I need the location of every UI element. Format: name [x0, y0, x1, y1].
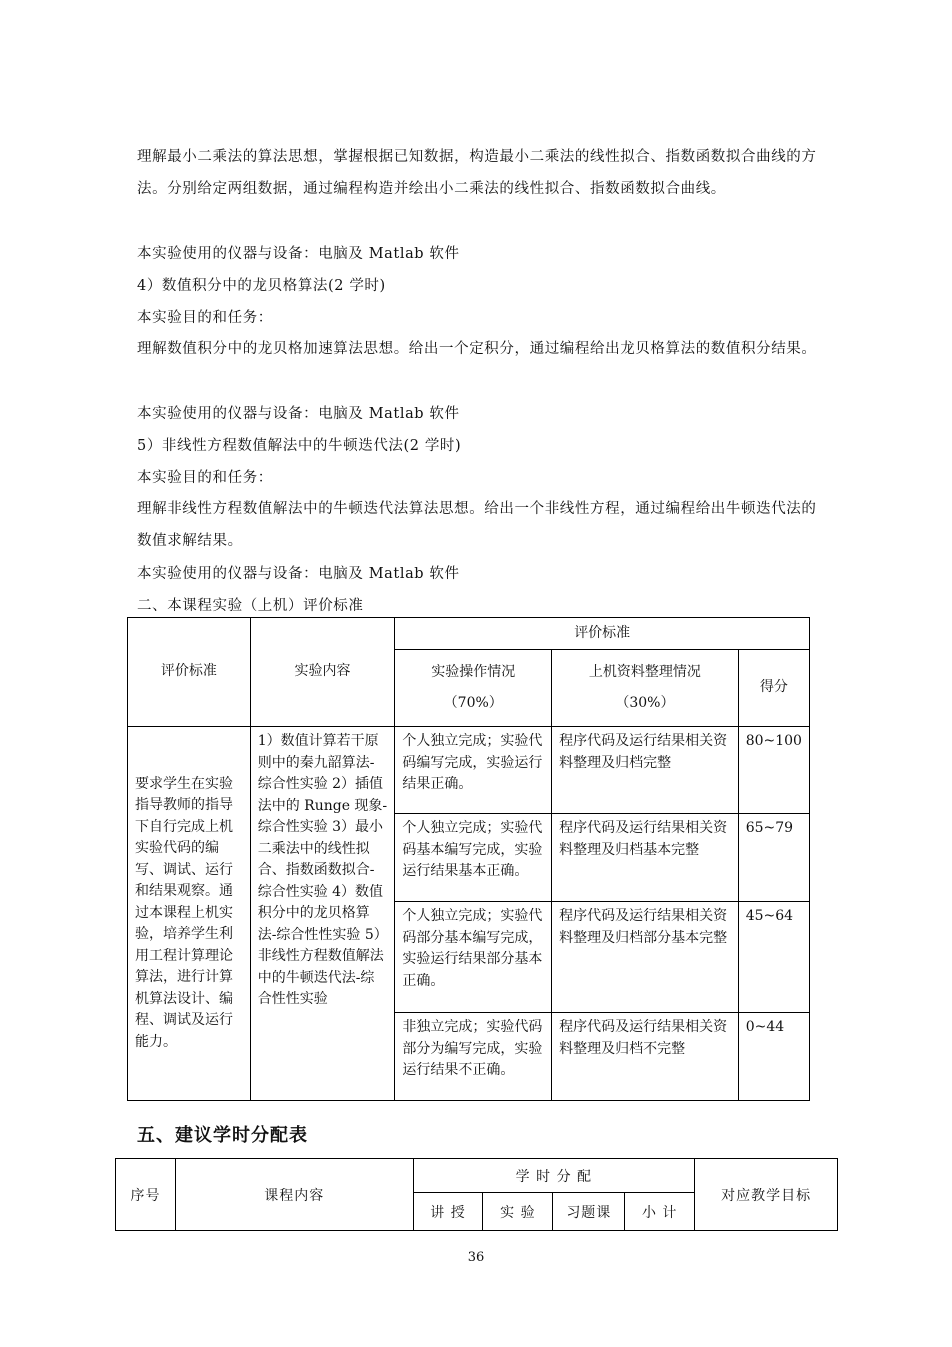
content-cell: 1）数值计算若干原则中的秦九韶算法-综合性实验 2）插值法中的 Runge 现象-综合性实验 3）最小二乘法中的线性拟合、指数函数拟合-综合性实验 4）数值积分中的龙贝格算法-综合性性实验 5）非线性方程数值解法中的牛顿迭代法-综合性性实验	[250, 727, 395, 1101]
docs-cell: 程序代码及运行结果相关资料整理及归档不完整	[552, 1013, 739, 1101]
page-number: 36	[467, 1250, 485, 1265]
header-subtotal: 小 计	[625, 1193, 695, 1231]
criteria-cell: 要求学生在实验指导教师的指导下自行完成上机实验代码的编写、调试、运行和结果观察。通过本课程上机实验，培养学生利用工程计算理论算法，进行计算机算法设计、编程、调试及运行能力。	[128, 727, 251, 1101]
header-exercise: 习题课	[553, 1193, 625, 1231]
header-group: 评价标准	[395, 618, 810, 650]
header-course-content: 课程内容	[175, 1159, 413, 1231]
equipment-line-1: 本实验使用的仪器与设备：电脑及 Matlab 软件	[137, 246, 460, 262]
header-teaching-goal: 对应教学目标	[695, 1159, 838, 1231]
header-lab: 实 验	[483, 1193, 553, 1231]
header-no: 序号	[116, 1159, 176, 1231]
operation-cell: 个人独立完成；实验代码基本编写完成，实验运行结果基本正确。	[395, 814, 552, 902]
paragraph-romberg: 理解数值积分中的龙贝格加速算法思想。给出一个定积分，通过编程给出龙贝格算法的数值积分结果。	[137, 341, 817, 357]
docs-cell: 程序代码及运行结果相关资料整理及归档部分基本完整	[552, 902, 739, 1013]
hours-allocation-table	[115, 1158, 838, 1231]
section-5-title: 五、建议学时分配表	[137, 1125, 308, 1146]
experiment-4-title: 4）数值积分中的龙贝格算法(2 学时)	[137, 278, 386, 294]
table-row	[128, 727, 810, 814]
goal-label-4: 本实验目的和任务：	[137, 310, 273, 326]
section-2-title: 二、本课程实验（上机）评价标准	[137, 598, 364, 614]
header-score: 得分	[738, 650, 809, 727]
docs-cell: 程序代码及运行结果相关资料整理及归档完整	[552, 727, 739, 814]
score-cell: 65~79	[738, 814, 809, 902]
header-docs-pct: （30%）	[615, 695, 675, 711]
header-operation	[395, 650, 552, 727]
score-cell: 45~64	[738, 902, 809, 1013]
experiment-5-title: 5）非线性方程数值解法中的牛顿迭代法(2 学时)	[137, 438, 462, 454]
score-cell: 0~44	[738, 1013, 809, 1101]
equipment-line-4: 本实验使用的仪器与设备：电脑及 Matlab 软件	[137, 406, 460, 422]
operation-cell: 非独立完成；实验代码部分为编写完成，实验运行结果不正确。	[395, 1013, 552, 1101]
evaluation-table	[127, 617, 810, 1101]
equipment-line-5: 本实验使用的仪器与设备：电脑及 Matlab 软件	[137, 566, 460, 582]
header-docs-label: 上机资料整理情况	[588, 663, 701, 680]
operation-cell: 个人独立完成；实验代码部分基本编写完成，实验运行结果部分基本正确。	[395, 902, 552, 1013]
header-operation-label: 实验操作情况	[431, 663, 516, 680]
paragraph-newton: 理解非线性方程数值解法中的牛顿迭代法算法思想。给出一个非线性方程，通过编程给出牛顿迭代法的数值求解结果。	[137, 501, 817, 549]
header-docs	[552, 650, 739, 727]
header-hours: 学 时 分 配	[413, 1159, 695, 1193]
goal-label-5: 本实验目的和任务：	[137, 470, 273, 486]
score-cell: 80~100	[738, 727, 809, 814]
docs-cell: 程序代码及运行结果相关资料整理及归档基本完整	[552, 814, 739, 902]
header-criteria: 评价标准	[128, 618, 251, 727]
header-content: 实验内容	[250, 618, 395, 727]
paragraph-least-squares: 理解最小二乘法的算法思想，掌握根据已知数据，构造最小二乘法的线性拟合、指数函数拟合曲线的方法。分别给定两组数据，通过编程构造并绘出小二乘法的线性拟合、指数函数拟合曲线。	[137, 149, 817, 197]
header-operation-pct: （70%）	[443, 695, 503, 711]
header-lecture: 讲 授	[413, 1193, 483, 1231]
operation-cell: 个人独立完成；实验代码编写完成，实验运行结果正确。	[395, 727, 552, 814]
